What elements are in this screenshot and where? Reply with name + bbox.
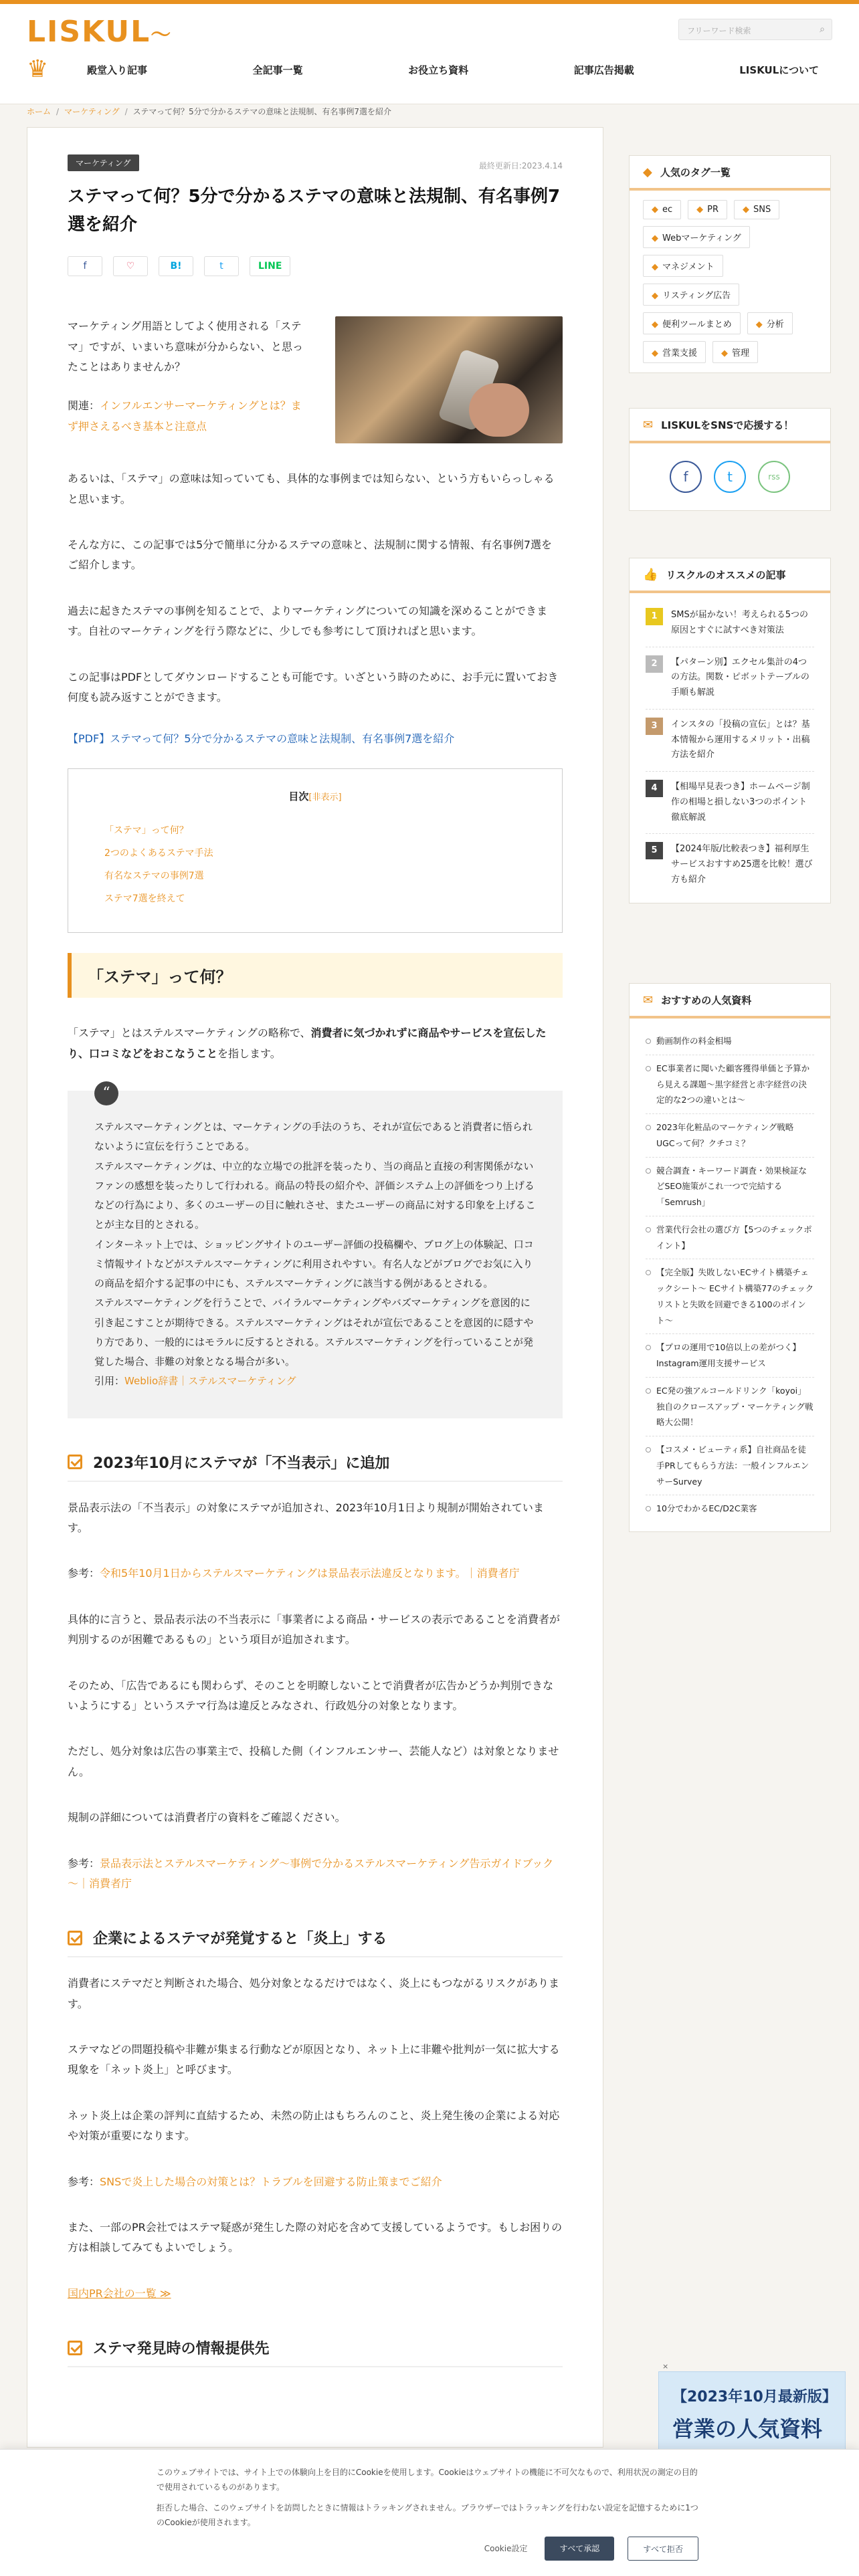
tag-link[interactable]: ◆ 分析 (747, 312, 793, 334)
article-title: ステマって何？5分で分かるステマの意味と法規制、有名事例7選を紹介 (68, 187, 561, 235)
search-icon[interactable]: ⌕ (820, 24, 825, 35)
paragraph: そのため、「広告であるにも関わらず、そのことを明瞭しないことで消費者が広告かどうか判別できないようにする」というステマ行為は違反とみなされ、行政処分の対象となります。 (68, 1679, 554, 1712)
tag-link[interactable]: ◆ ec (643, 200, 681, 219)
reference: 参考：景品表示法とステルスマーケティング～事例で分かるステルスマーケティング告示ガイドブック～｜消費者庁 (68, 1856, 554, 1890)
sidebar-sns-widget: ✉ LISKULをSNSで応援する！ f t rss (629, 408, 831, 511)
pr-company-list-link[interactable]: 国内PR会社の一覧 ≫ (68, 2286, 171, 2300)
cite-link[interactable]: Weblio辞書｜ステルスマーケティング (124, 1375, 296, 1388)
paragraph: 具体的に言うと、景品表示法の不当表示に「事業者による商品・サービスの表示であることを消費者が判別するのが困難であるもの」という項目が追加されます。 (68, 1612, 561, 1646)
doc-link[interactable]: 営業代行会社の選び方【5つのチェックポイント】 (646, 1216, 814, 1260)
tag-link[interactable]: ◆ Webマーケティング (643, 226, 750, 248)
breadcrumb-home[interactable]: ホーム (27, 107, 52, 116)
site-logo[interactable]: LISKUL〜 (27, 15, 173, 49)
paragraph: あるいは、「ステマ」の意味は知っていても、具体的な事例までは知らない、という方もいらっしゃると思います。 (68, 472, 555, 506)
reference-link[interactable]: SNSで炎上した場合の対策とは？トラブルを回避する防止策までご紹介 (100, 2175, 442, 2188)
reference: 参考：SNSで炎上した場合の対策とは？トラブルを回避する防止策までご紹介 (68, 2175, 442, 2188)
share-line-button[interactable]: LINE (250, 256, 290, 276)
recommended-item[interactable]: 4 【相場早見表つき】ホームページ制作の相場と損しない3つのポイント徹底解説 (646, 772, 814, 834)
related-label: 関連： (68, 399, 100, 413)
doc-link[interactable]: 動画制作の料金相場 (646, 1028, 814, 1055)
recommended-item[interactable]: 3 インスタの「投稿の宣伝」とは？基本情報から運用するメリット・出稿方法を紹介 (646, 710, 814, 772)
intro-text: マーケティング用語としてよく使用される「ステマ」ですが、いまいち意味が分からない、と思ったことはありませんか？ (68, 320, 304, 373)
paragraph: 過去に起きたステマの事例を知ることで、よりマーケティングについての知識を深めることができます。自社のマーケティングを行う際などに、少しでも参考にして頂ければと思います。 (68, 604, 548, 638)
cookie-settings-button[interactable]: Cookie設定 (484, 2544, 528, 2553)
cookie-accept-all-button[interactable]: すべて承認 (545, 2537, 614, 2561)
subsection-heading: 企業によるステマが発覚すると「炎上」する (68, 1927, 563, 1957)
toc-item[interactable]: ステマ7選を終えて (104, 893, 185, 905)
article-main (27, 127, 603, 2448)
breadcrumb-marketing[interactable]: マーケティング (64, 107, 120, 116)
nav-item-about[interactable]: LISKULについて (739, 64, 819, 76)
share-twitter-button[interactable]: t (204, 256, 239, 276)
toc-title: 目次 (288, 790, 309, 803)
hero-image-phone (335, 316, 563, 443)
nav-item-ads[interactable]: 記事広告掲載 (573, 64, 634, 76)
toc-item[interactable]: 有名なステマの事例7選 (104, 871, 204, 882)
toc-hide-toggle[interactable]: [非表示] (308, 792, 342, 803)
section-heading: 「ステマ」って何？ (68, 953, 563, 998)
doc-link[interactable]: 2023年化粧品のマーケティング戦略 UGCって何？クチコミ？ (646, 1114, 814, 1158)
paragraph: 消費者にステマだと判断された場合、処分対象となるだけではなく、炎上にもつながるリスクがあります。 (68, 1977, 560, 2010)
tag-link[interactable]: ◆ 管理 (712, 341, 758, 363)
floating-ad-banner[interactable]: 【2023年10月最新版】 営業の人気資料 (658, 2371, 846, 2505)
reference-link[interactable]: 景品表示法とステルスマーケティング～事例で分かるステルスマーケティング告示ガイドブック～｜消費者庁 (68, 1856, 554, 1890)
share-hatena-button[interactable]: B! (159, 256, 193, 276)
paragraph: ただし、処分対象は広告の事業主で、投稿した側（インフルエンサー、芸能人など）は対象となりません。 (68, 1745, 559, 1778)
site-header (0, 4, 859, 104)
breadcrumb: ホーム / マーケティング / ステマって何？5分で分かるステマの意味と法規制、有名事例7選を紹介 (27, 107, 391, 116)
breadcrumb-current: ステマって何？5分で分かるステマの意味と法規制、有名事例7選を紹介 (132, 107, 391, 116)
sidebar-docs-widget: ✉ おすすめの人気資料 動画制作の料金相場 EC事業者に聞いた顧客獲得単価と予算から見える課題～黒字経営と赤字経営の決定的な2つの違いとは～ 2023年化粧品のマーケティング戦略 UGCって何？クチコミ？ 競合調査・キーワード調査・効果検証などSEO施策がこれ一つで完結する「Semrush」 営業代行会社の選び方【5つのチェックポイント】 【完全版】失敗しないECサイト構築チェックシート～ ECサイト構築77のチェックリストと失敗を回避できる100のポイント～ 【プロの運用で10倍以上の差がつく】Instagram運用支援サービス EC発の強アルコールドリンク「koyoi」独自のクロースアップ・マーケティング戦略大公開！ 【コスメ・ビューティ系】自社商品を徒手PRしてもらう方法：一般インフルエンサーSurvey 10分でわかるEC/D2C業客 (629, 983, 831, 1532)
sidebar-tags-widget: ◆ 人気のタグ一覧 ◆ ec ◆ PR ◆ SNS ◆ Webマーケティング ◆ マネジメント ◆ リスティング広告 ◆ 便利ツールまとめ ◆ 分析 ◆ 営業支援 ◆ 管理 (629, 155, 831, 373)
reference: 参考：令和5年10月1日からステルスマーケティングは景品表示法違反となります。｜消費者庁 (68, 1567, 520, 1580)
quote-block: “ ステルスマーケティングとは、マーケティングの手法のうち、それが宣伝であると消費者に悟られないように宣伝を行うことである。 ステルスマーケティングは、中立的な立場での批評を装ったり、当の商品と直接の利害関係がないファンの感想を装ったりして行われる。商品の特長の紹介や、評価システム上の評価をつり上げるなどの行為により、多くのユーザーの目に触れさせ、またユーザーの商品に対する印象を上げることが主な目的とされる。 インターネット上では、ショッピングサイトのユーザー評価の投稿欄や、ブログ上の体験記、口コミ情報サイトなどがステルスマーケティングに利用されやすい。有名人などがブログでお気に入りの商品を紹介する記事の中にも、ステルスマーケティングに該当する例があるとされる。 ステルスマーケティングを行うことで、バイラルマーケティングやバズマーケティングを意図的に引き起こすことが期待できる。ステルスマーケティングはそれが宣伝であることを意図的に隠すやり方であり、一般的にはモラルに反するとされる。ステルスマーケティングを行っていることが発覚した場合、非難の対象となる場合が多い。 引用：Weblio辞書｜ステルスマーケティング (68, 1091, 563, 1418)
doc-link[interactable]: 10分でわかるEC/D2C業客 (646, 1495, 814, 1522)
recommended-item[interactable]: 2 【パターン別】エクセル集計の4つの方法。関数・ピボットテーブルの手順も解説 (646, 647, 814, 710)
paragraph: この記事はPDFとしてダウンロードすることも可能です。いざという時のために、お手元に置いておき何度も読み返すことができます。 (68, 670, 559, 704)
crown-icon: ♛ (27, 56, 49, 83)
global-nav (0, 56, 859, 83)
search-input[interactable]: フリーワード検索 ⌕ (678, 19, 832, 40)
doc-link[interactable]: EC事業者に聞いた顧客獲得単価と予算から見える課題～黒字経営と赤字経営の決定的な2つの違いとは～ (646, 1055, 814, 1114)
paragraph: 景品表示法の「不当表示」の対象にステマが追加され、2023年10月1日より規制が開始されています。 (68, 1501, 544, 1534)
doc-link[interactable]: 【コスメ・ビューティ系】自社商品を徒手PRしてもらう方法：一般インフルエンサーSurvey (646, 1436, 814, 1495)
doc-link[interactable]: EC発の強アルコールドリンク「koyoi」独自のクロースアップ・マーケティング戦略大公開！ (646, 1378, 814, 1436)
subsection-heading: ステマ発見時の情報提供先 (68, 2337, 563, 2367)
category-badge[interactable]: マーケティング (68, 154, 139, 171)
quote-icon: “ (94, 1081, 118, 1105)
toc-item[interactable]: 「ステマ」って何？ (104, 825, 189, 837)
definition-paragraph: 「ステマ」とはステルスマーケティングの略称で、消費者に気づかれずに商品やサービスを宣伝したり、口コミなどをおこなうことを指します。 (68, 1027, 547, 1060)
paragraph: そんな方に、この記事では5分で簡単に分かるステマの意味と、法規制に関する情報、有名事例7選をご紹介します。 (68, 538, 553, 572)
intro-block (68, 316, 563, 443)
paragraph: また、一部のPR会社ではステマ疑惑が発生した際の対応を含めて支援しているようです。もしお困りの方は相談してみてもよいでしょう。 (68, 2221, 563, 2254)
toc-item[interactable]: 2つのよくあるステマ手法 (104, 848, 213, 859)
thumbs-up-icon: 👍 (643, 567, 658, 582)
updated-date: 最終更新日:2023.4.14 (478, 161, 563, 171)
tag-link[interactable]: ◆ リスティング広告 (643, 284, 739, 306)
subsection-heading: 2023年10月にステマが「不当表示」に追加 (68, 1452, 563, 1482)
sidebar-recommended-widget: 👍 リスクルのオススメの記事 1 SMSが届かない！考えられる5つの原因とすぐに試すべき対策法 2 【パターン別】エクセル集計の4つの方法。関数・ピボットテーブルの手順も解説 3 インスタの「投稿の宣伝」とは？基本情報から運用するメリット・出稿方法を紹介 4 【相場早見表つき】ホームページ制作の相場と損しない3つのポイント徹底解説 5 【2024年版/比較表つき】福利厚生サービスおすすめ25選を比較！選び方も紹介 (629, 558, 831, 903)
checkbox-icon (68, 1455, 82, 1469)
cookie-reject-all-button[interactable]: すべて拒否 (628, 2537, 698, 2561)
reference-link[interactable]: 令和5年10月1日からステルスマーケティングは景品表示法違反となります。｜消費者庁 (100, 1567, 520, 1580)
share-facebook-button[interactable]: f (68, 256, 102, 276)
cookie-text: 拒否した場合、このウェブサイトを訪問したときに情報はトラッキングされません。ブラウザーではトラッキングを行わない設定を記憶するために1つのCookieが使用されます。 (157, 2503, 698, 2527)
tag-icon: ◆ (643, 165, 652, 179)
tag-link[interactable]: ◆ 便利ツールまとめ (643, 312, 741, 334)
paragraph: ネット炎上は企業の評判に直結するため、未然の防止はもちろんのこと、炎上発生後の企業による対応や対策が重要になります。 (68, 2109, 560, 2143)
cite-label: 引用： (94, 1375, 125, 1388)
doc-link[interactable]: 競合調査・キーワード調査・効果検証などSEO施策がこれ一つで完結する「Semrush」 (646, 1158, 814, 1216)
share-pocket-button[interactable]: ♡ (113, 256, 148, 276)
cookie-consent-banner (0, 2449, 859, 2576)
rss-icon[interactable]: rss (758, 461, 790, 493)
facebook-icon[interactable]: f (670, 461, 702, 493)
share-buttons (68, 256, 563, 276)
related-link[interactable]: インフルエンサーマーケティングとは？まず押さえるべき基本と注意点 (68, 399, 302, 433)
cookie-text: このウェブサイトでは、サイト上での体験向上を目的にCookieを使用します。Cookieはウェブサイトの機能に不可欠なもので、利用状況の測定の目的で使用されているものがあります。 (157, 2468, 698, 2492)
recommended-item[interactable]: 5 【2024年版/比較表つき】福利厚生サービスおすすめ25選を比較！選び方も紹介 (646, 834, 814, 895)
table-of-contents (68, 768, 563, 933)
paragraph: 規制の詳細については消費者庁の資料をご確認ください。 (68, 1811, 346, 1824)
doc-link[interactable]: 【完全版】失敗しないECサイト構築チェックシート～ ECサイト構築77のチェックリストと失敗を回避できる100のポイント～ (646, 1259, 814, 1334)
doc-link[interactable]: 【プロの運用で10倍以上の差がつく】Instagram運用支援サービス (646, 1334, 814, 1378)
mail-icon: ✉ (643, 417, 654, 432)
twitter-icon[interactable]: t (714, 461, 746, 493)
mail-icon: ✉ (643, 992, 654, 1007)
tag-link[interactable]: ◆ マネジメント (643, 255, 723, 277)
tag-link[interactable]: ◆ PR (688, 200, 727, 219)
tag-link[interactable]: ◆ 営業支援 (643, 341, 706, 363)
checkbox-icon (68, 2341, 82, 2355)
ad-close-icon[interactable]: × (662, 2362, 669, 2371)
tag-link[interactable]: ◆ SNS (734, 200, 779, 219)
pdf-download-link[interactable]: 【PDF】ステマって何？5分で分かるステマの意味と法規制、有名事例7選を紹介 (68, 732, 455, 746)
checkbox-icon (68, 1931, 82, 1945)
paragraph: ステマなどの問題投稿や非難が集まる行動などが原因となり、ネット上に非難や批判が一気に拡大する現象を「ネット炎上」と呼びます。 (68, 2043, 560, 2076)
nav-item-resources[interactable]: お役立ち資料 (408, 64, 469, 76)
nav-item-hall-of-fame[interactable]: 殿堂入り記事 (87, 64, 148, 76)
nav-item-all-articles[interactable]: 全記事一覧 (252, 64, 303, 76)
recommended-item[interactable]: 1 SMSが届かない！考えられる5つの原因とすぐに試すべき対策法 (646, 600, 814, 647)
